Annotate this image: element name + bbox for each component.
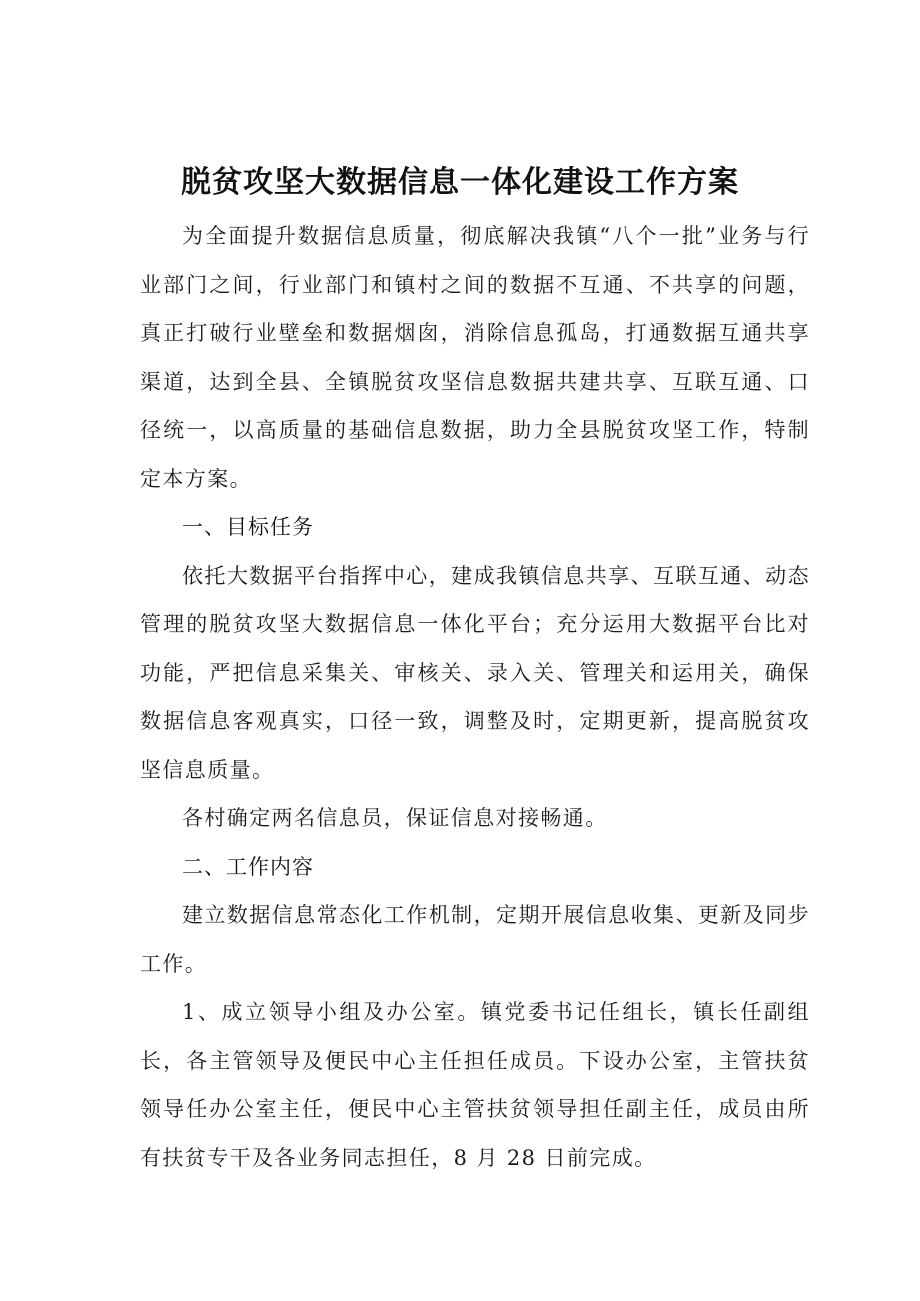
goals-paragraph-1: 依托大数据平台指挥中心，建成我镇信息共享、互联互通、动态管理的脱贫攻坚大数据信息一体化平台；充分运用大数据平台比对功能，严把信息采集关、审核关、录入关、管理关和运用关，确保数据信息客观真实，口径一致，调整及时，定期更新，提高脱贫攻坚信息质量。 — [140, 563, 810, 782]
goals-paragraph-2: 各村确定两名信息员，保证信息对接畅通。 — [182, 806, 608, 830]
content-paragraph-1: 建立数据信息常态化工作机制，定期开展信息收集、更新及同步工作。 — [140, 903, 810, 976]
section-heading-goals: 一、目标任务 — [182, 515, 314, 539]
document-body — [140, 212, 810, 1182]
document-title: 脱贫攻坚大数据信息一体化建设工作方案 — [181, 165, 739, 201]
intro-paragraph: 为全面提升数据信息质量，彻底解决我镇“八个一批”业务与行业部门之间，行业部门和镇村之间的数据不互通、不共享的问题，真正打破行业壁垒和数据烟囱，消除信息孤岛，打通数据互通共享渠道，达到全县、全镇脱贫攻坚信息数据共建共享、互联互通、口径统一，以高质量的基础信息数据，助力全县脱贫攻坚工作，特制定本方案。 — [140, 224, 810, 491]
section-heading-content: 二、工作内容 — [182, 854, 314, 879]
content-paragraph-2: 1、成立领导小组及办公室。镇党委书记任组长，镇长任副组长，各主管领导及便民中心主任担任成员。下设办公室，主管扶贫领导任办公室主任，便民中心主管扶贫领导担任副主任，成员由所有扶贫专干及各业务同志担任，8 月 28 日前完成。 — [140, 1000, 810, 1170]
